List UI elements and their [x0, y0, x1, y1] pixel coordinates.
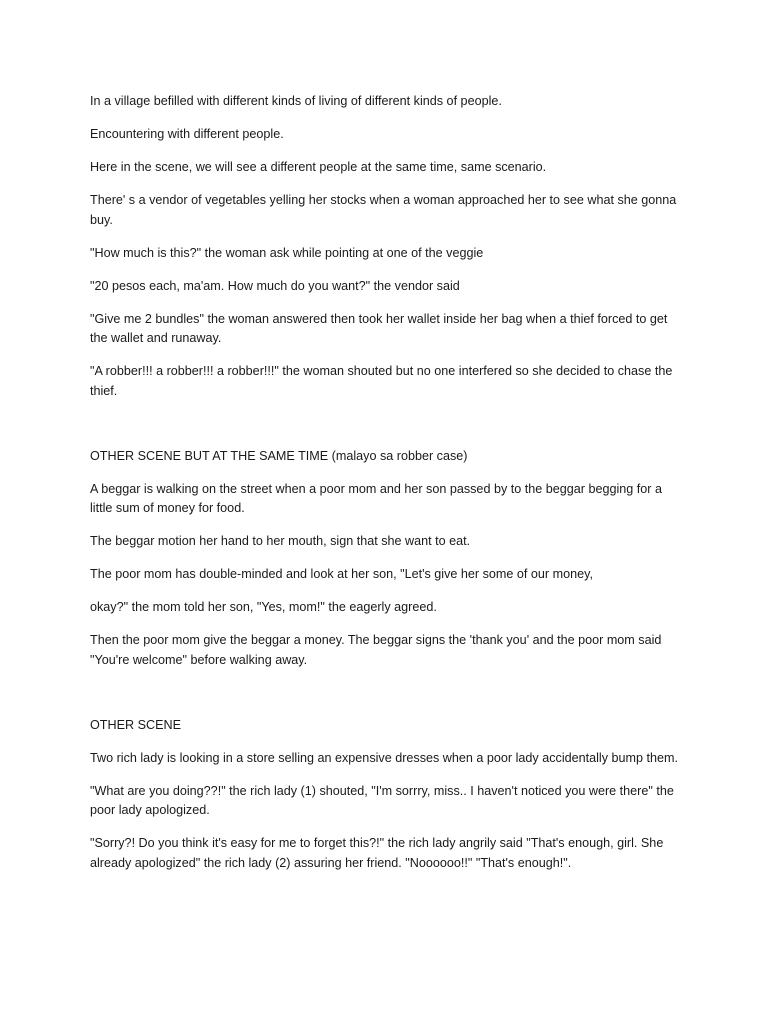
paragraph: "What are you doing??!" the rich lady (1) shouted, "I'm sorrry, miss.. I haven't noticed you were there" the poor lady apologized.: [90, 783, 674, 817]
paragraph: The poor mom has double-minded and look at her son, "Let's give her some of our money,: [90, 567, 593, 581]
section-spacer: [90, 684, 680, 716]
paragraph: "How much is this?" the woman ask while pointing at one of the veggie: [90, 245, 484, 260]
document-body: [90, 92, 680, 887]
paragraph: The beggar motion her hand to her mouth, sign that she want to eat.: [90, 534, 471, 548]
paragraph: okay?" the mom told her son, "Yes, mom!" the eagerly agreed.: [90, 600, 437, 614]
paragraph: "Give me 2 bundles" the woman answered then took her wallet inside her bag when a thief forced to get the wallet and runaway.: [90, 311, 668, 345]
paragraph: A beggar is walking on the street when a poor mom and her son passed by to the beggar begging for a little sum of money for food.: [90, 481, 662, 515]
paragraph: "Sorry?! Do you think it's easy for me to forget this?!" the rich lady angrily said "That's enough, girl. She already apologized" the rich lady (2) assuring her friend. "Noooooo!!" "That's enough!".: [90, 836, 664, 870]
section-heading: OTHER SCENE BUT AT THE SAME TIME (malayo sa robber case): [90, 448, 468, 463]
paragraph: "A robber!!! a robber!!! a robber!!!" the woman shouted but no one interfered so she decided to chase the thief.: [90, 364, 673, 398]
section-heading: OTHER SCENE: [90, 717, 181, 732]
section-spacer: [90, 415, 680, 447]
paragraph: In a village befilled with different kinds of living of different kinds of people.: [90, 94, 502, 108]
paragraph: Two rich lady is looking in a store selling an expensive dresses when a poor lady accidentally bump them.: [90, 750, 679, 765]
paragraph: There' s a vendor of vegetables yelling her stocks when a woman approached her to see what she gonna buy.: [90, 193, 677, 227]
paragraph: Then the poor mom give the beggar a money. The beggar signs the 'thank you' and the poor mom said "You're welcome" before walking away.: [90, 633, 662, 667]
paragraph: Encountering with different people.: [90, 127, 284, 141]
paragraph: Here in the scene, we will see a different people at the same time, same scenario.: [90, 160, 547, 174]
paragraph: "20 pesos each, ma'am. How much do you want?" the vendor said: [90, 278, 460, 293]
